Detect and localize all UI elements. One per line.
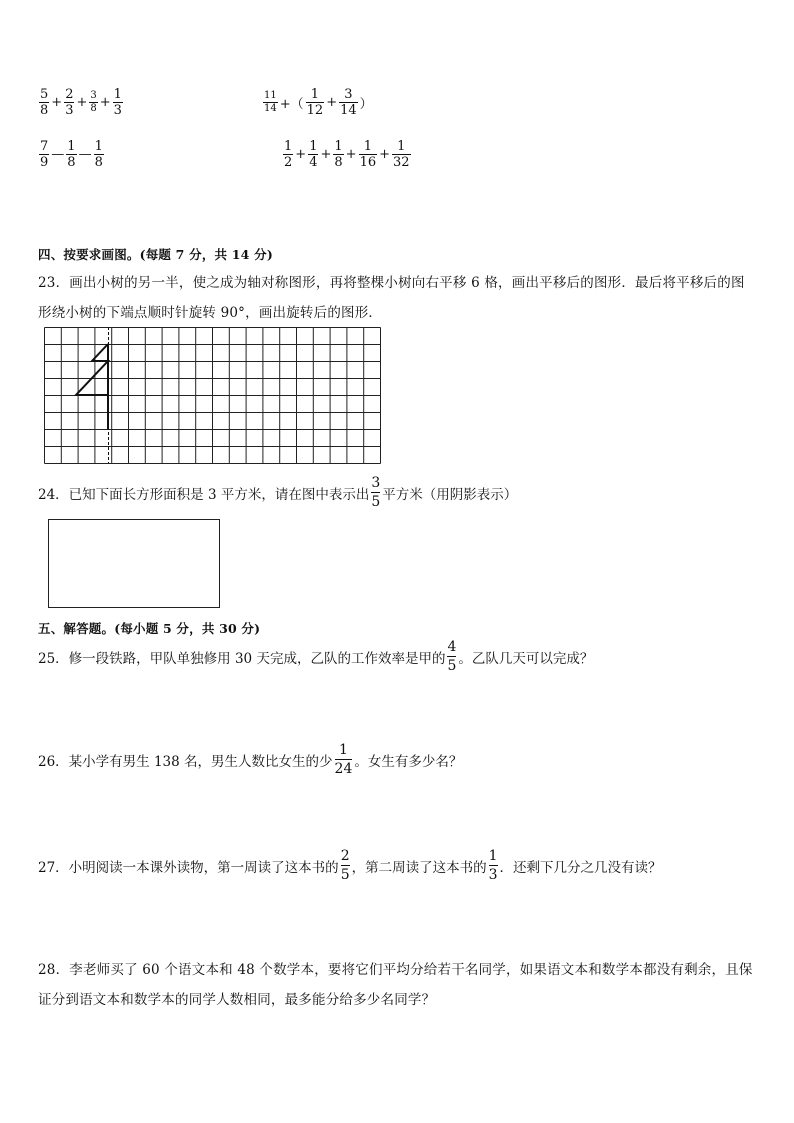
denominator: 5 [371,494,381,510]
expression-3 [38,140,105,169]
numerator: 5 [40,87,49,102]
numerator: 1 [113,87,122,102]
expression-4 [282,140,412,169]
denominator: 2 [284,155,293,170]
operator: — [78,147,92,162]
operator: + [320,147,332,162]
numerator: 2 [340,848,350,864]
question-25-text: 25．修一段铁路，甲队单独修用 30 天完成，乙队的工作效率是甲的 [38,650,446,667]
section-heading-5: 五、解答题。(每小题 5 分，共 30 分) [38,621,261,636]
numerator: 11 [264,90,277,101]
denominator: 8 [67,155,76,170]
question-26 [38,743,462,776]
question-28-line-1: 28．李老师买了 60 个语文本和 48 个数学本，要将它们平均分给若干名同学，如果语文本和数学本都没有剩余，且保 [38,962,753,978]
operator: + [99,95,111,110]
question-27-text-mid: ，第二周读了这本书的 [351,859,487,876]
denominator: 12 [306,103,324,118]
denominator: 9 [40,155,49,170]
denominator: 3 [65,103,74,118]
operator: +（ [279,97,304,112]
operator: + [326,95,338,110]
denominator: 8 [334,155,343,170]
question-27-text-end: ．还剩下几分之几没有读？ [499,859,662,876]
operator: + [51,95,63,110]
question-25 [38,640,593,673]
denominator: 8 [94,155,103,170]
numerator: 1 [309,139,318,154]
question-24-text: 24．已知下面长方形面积是 3 平方米，请在图中表示出 [38,486,370,503]
denominator: 8 [90,103,97,114]
numerator: 1 [284,139,293,154]
numerator: 4 [447,639,457,655]
question-24 [38,476,517,509]
denominator: 4 [309,155,318,170]
numerator: 1 [310,87,320,102]
operator: + [295,147,307,162]
denominator: 5 [340,867,350,883]
numerator: 2 [65,87,74,102]
drawing-grid[interactable] [44,327,384,467]
question-25-text-end: 。乙队几天可以完成？ [458,650,594,667]
section-heading-4: 四、按要求画图。(每题 7 分，共 14 分) [38,247,273,262]
operator: — [51,147,65,162]
denominator: 14 [340,103,357,118]
numerator: 1 [397,139,406,154]
operator: + [76,95,88,110]
question-26-text: 26．某小学有男生 138 名，男生人数比女生的少 [38,753,333,770]
question-27 [38,849,662,882]
numerator: 1 [488,848,498,864]
close-paren: ） [359,97,373,112]
denominator: 5 [447,658,457,674]
denominator: 32 [393,155,410,170]
numerator: 1 [67,139,76,154]
expression-2 [262,88,374,117]
question-27-text: 27．小明阅读一本课外读物，第一周读了这本书的 [38,859,339,876]
denominator: 14 [264,103,277,114]
expression-1 [38,88,124,117]
question-24-text-end: 平方米（用阴影表示） [382,486,518,503]
answer-rectangle[interactable] [48,519,220,608]
denominator: 24 [334,761,353,777]
denominator: 16 [359,155,377,170]
numerator: 1 [334,139,343,154]
numerator: 3 [90,90,97,101]
denominator: 8 [40,103,49,118]
half-tree-figure [76,344,108,429]
numerator: 7 [40,139,49,154]
denominator: 3 [113,103,122,118]
numerator: 3 [371,475,381,491]
operator: + [379,147,391,162]
numerator: 1 [363,139,372,154]
numerator: 1 [338,742,348,758]
question-23-line-2: 形绕小树的下端点顺时针旋转 90°，画出旋转后的图形． [38,305,383,321]
question-28-line-2: 证分到语文本和数学本的同学人数相同，最多能分给多少名同学？ [38,992,436,1008]
question-26-text-end: 。女生有多少名？ [354,753,463,770]
numerator: 3 [344,87,353,102]
question-23-line-1: 23．画出小树的另一半，使之成为轴对称图形，再将整棵小树向右平移 6 格，画出平移后的图形．最后将平移后的图 [38,275,745,291]
denominator: 3 [488,867,498,883]
numerator: 1 [94,139,103,154]
operator: + [345,147,357,162]
